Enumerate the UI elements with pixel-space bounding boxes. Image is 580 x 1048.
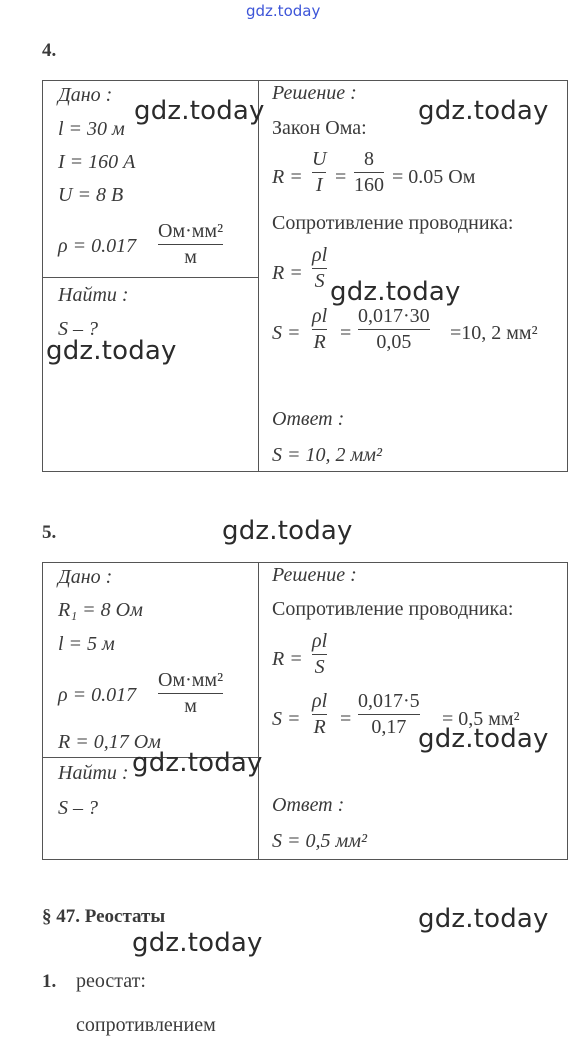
problem-4-given-u: U = 8 В [58,184,124,206]
problem-4-rho-unit [158,220,223,269]
equals-sign: = [335,166,347,188]
section-item-text: реостат: [76,970,146,992]
watermark-text: gdz.today [330,277,461,307]
watermark-text: gdz.today [46,336,177,366]
problem-5-given-label: Дано : [58,566,113,588]
problem-5-r-lhs: R = [272,648,303,670]
watermark-text: gdz.today [134,96,265,126]
problem-4-s-result: =10, 2 мм² [450,322,538,344]
problem-4-ohm-frac2: 8 160 [354,148,384,196]
section-item-number: 1. [42,971,57,992]
problem-4-resistance-label: Сопротивление проводника: [272,212,514,234]
problem-5-s-lhs: S = [272,708,301,730]
problem-5-solution-label: Решение : [272,564,357,586]
problem-4-number: 4. [42,40,57,61]
problem-4-divider [258,80,259,471]
problem-5-answer-label: Ответ : [272,794,345,816]
problem-4-ohm-result: = 0.05 Ом [392,166,476,188]
problem-4-s-frac1: ρl R [312,305,328,353]
problem-4-s-lhs: S = [272,322,301,344]
problem-4-find: S – ? [58,318,98,340]
problem-4-r-lhs: R = [272,262,303,284]
problem-5-find-label: Найти : [58,762,129,784]
rho-unit-denominator: м [184,246,197,268]
problem-4-s-frac2: 0,017·30 0,05 [358,305,430,353]
problem-5-r-frac: ρl S [312,630,328,678]
problem-5-rho-unit [158,669,223,718]
rho-unit-numerator: Ом·мм² [158,669,224,691]
problem-5-given-r1: R₁ = 8 Ом [58,599,143,621]
rho-unit-numerator: Ом·мм² [158,220,224,242]
watermark-text: gdz.today [132,748,263,778]
watermark-text: gdz.today [132,928,263,958]
problem-4-given-i: I = 160 А [58,151,136,173]
problem-5-given-r: R = 0,17 Ом [58,731,161,753]
problem-4-ohm-lhs: R = [272,166,303,188]
problem-5-answer: S = 0,5 мм² [272,830,368,852]
section-title: § 47. Реостаты [42,906,166,927]
problem-4-ohm-frac1: U I [312,148,327,196]
section-item-text2: сопротивлением [76,1014,216,1036]
problem-5-divider [258,562,259,859]
watermark-top: gdz.today [246,2,321,20]
rho-unit-denominator: м [184,695,197,717]
problem-5-given-l: l = 5 м [58,633,115,655]
problem-5-find: S – ? [58,797,98,819]
equals-sign: = [340,708,352,730]
watermark-text: gdz.today [418,96,549,126]
watermark-text: gdz.today [418,904,549,934]
watermark-text: gdz.today [418,724,549,754]
problem-5-s-result: = 0,5 мм² [442,708,520,730]
problem-4-given-divider [42,277,258,278]
problem-4-given-l: l = 30 м [58,118,125,140]
problem-4-solution-label: Решение : [272,82,357,104]
problem-4-given-label: Дано : [58,84,113,106]
problem-4-r-frac: ρl S [312,244,328,292]
problem-5-s-frac2: 0,017·5 0,17 [358,690,420,738]
problem-5-resistance-label: Сопротивление проводника: [272,598,514,620]
problem-5-given-rho: ρ = 0.017 [58,684,137,706]
problem-4-given-rho: ρ = 0.017 [58,235,137,257]
problem-4-find-label: Найти : [58,284,129,306]
problem-4-answer: S = 10, 2 мм² [272,444,383,466]
problem-5-number: 5. [42,522,57,543]
problem-4-law: Закон Ома: [272,117,367,139]
problem-5-s-frac1: ρl R [312,690,328,738]
problem-4-answer-label: Ответ : [272,408,345,430]
equals-sign: = [340,322,352,344]
watermark-text: gdz.today [222,516,353,546]
